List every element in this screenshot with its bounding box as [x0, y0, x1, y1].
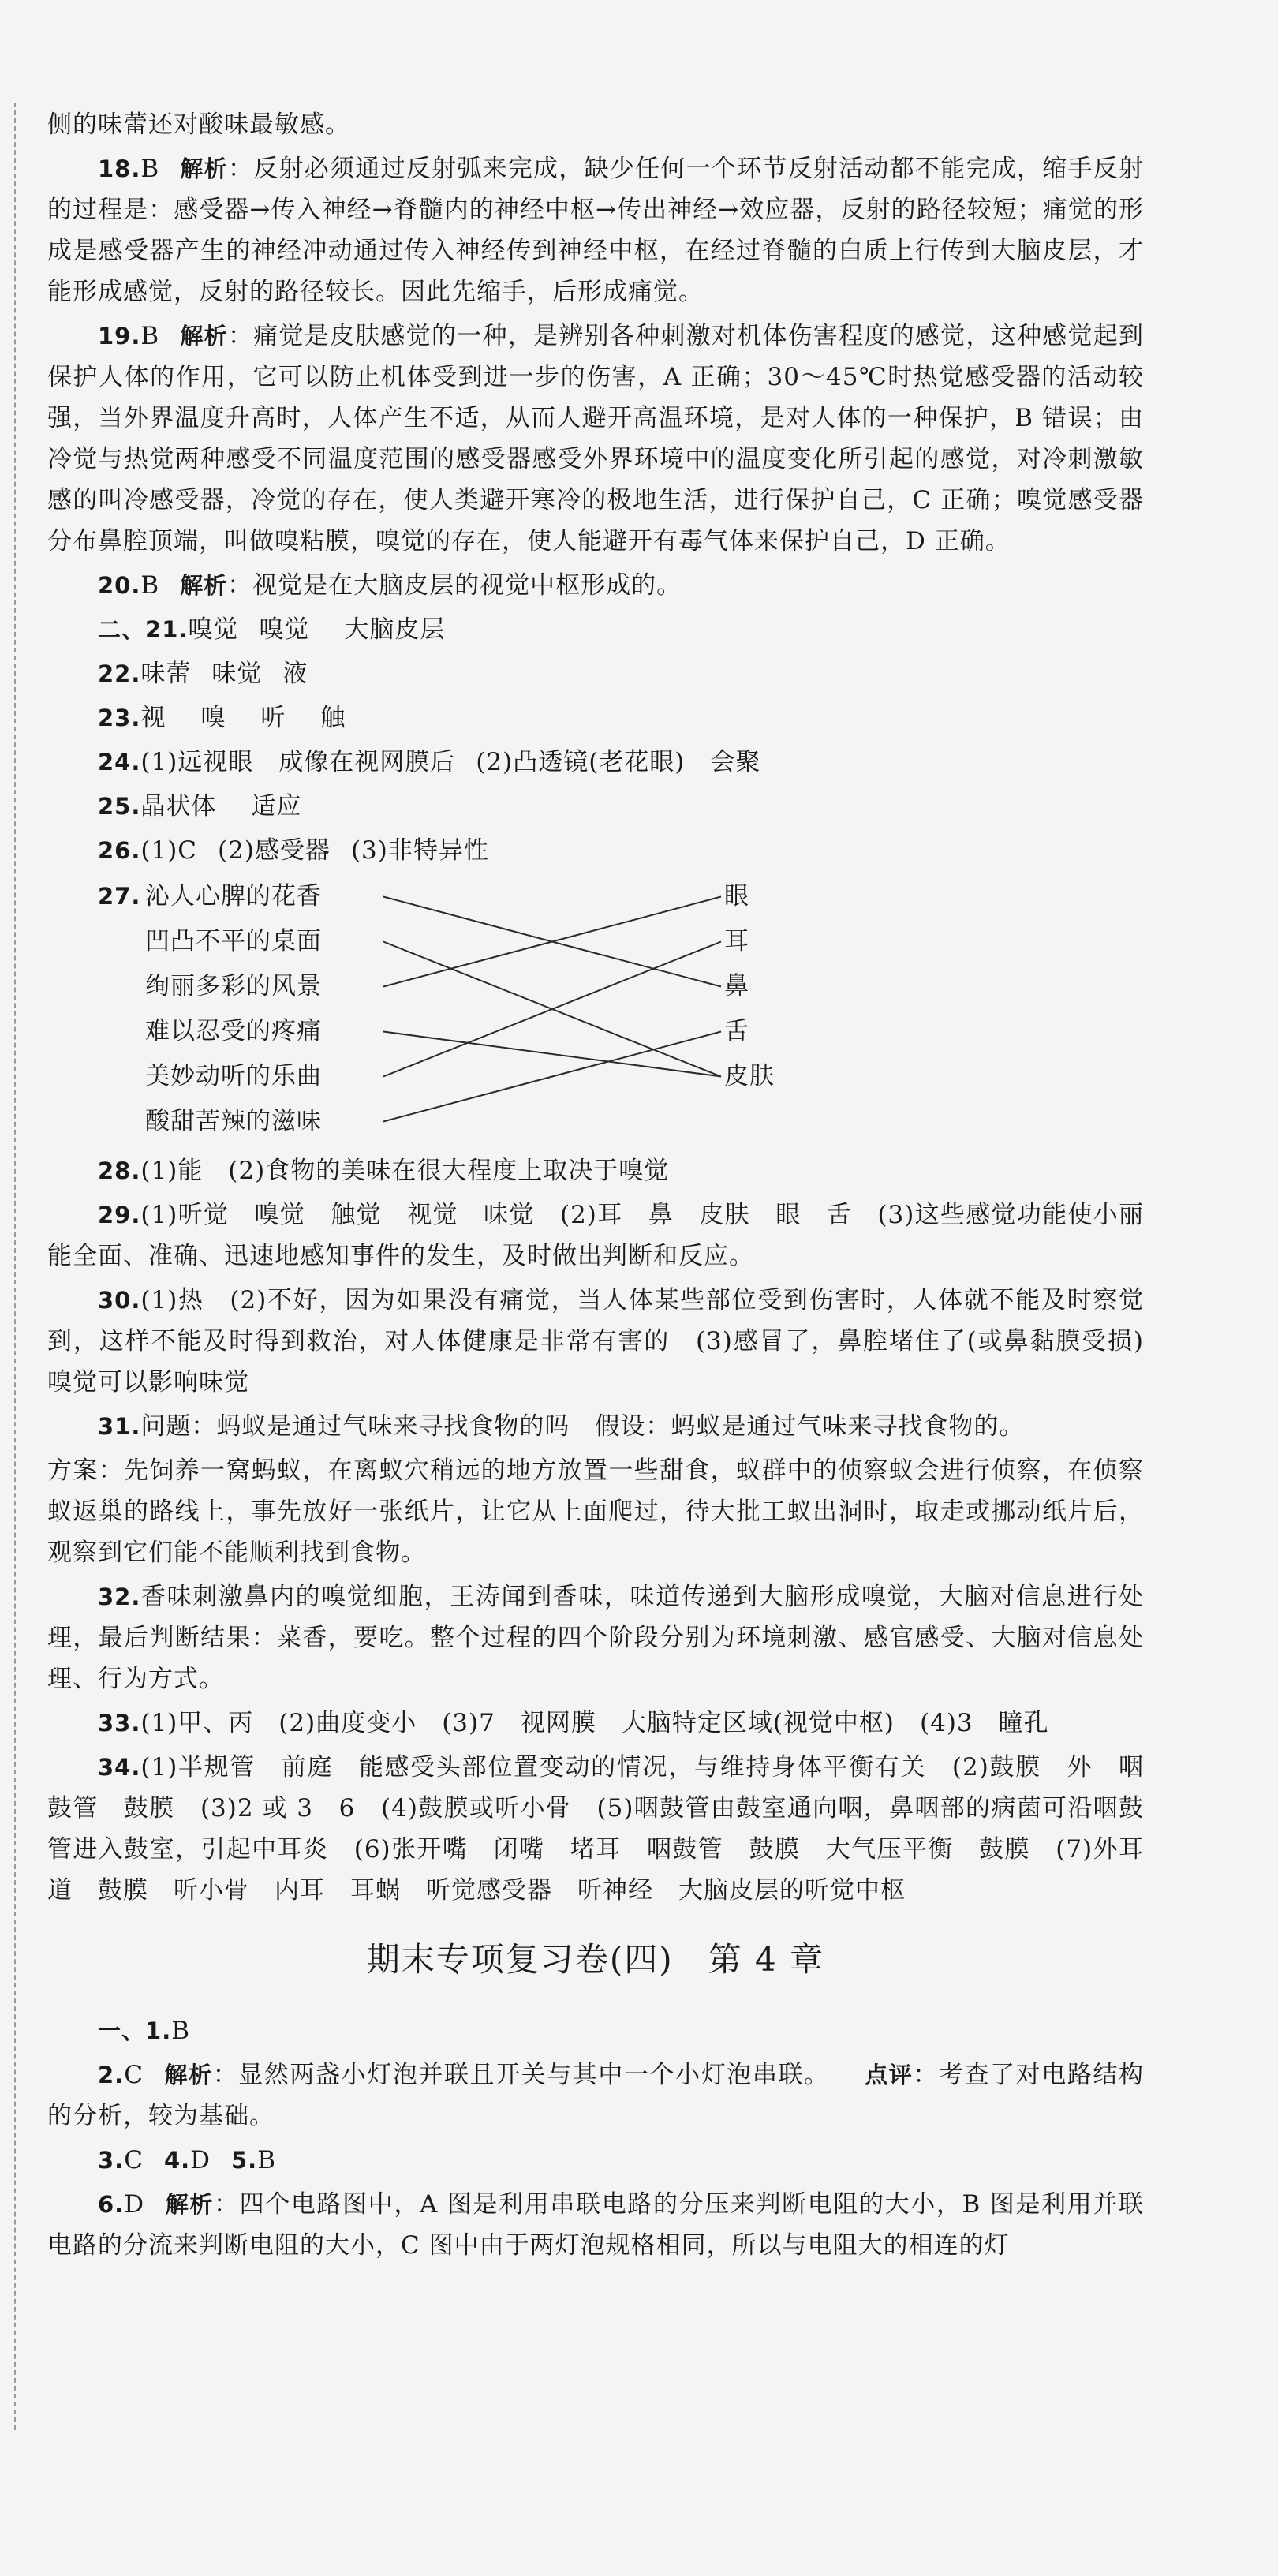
left-item: 凹凸不平的桌面: [145, 927, 322, 955]
left-item: 沁人心脾的花香: [145, 882, 322, 910]
s4-answer-3-5: 3.C 4.D 5.B: [98, 2146, 276, 2174]
answer-19: 19.B 解析：痛觉是皮肤感觉的一种，是辨别各种刺激对机体伤害程度的感觉，这种感觉起到保护人体的作用，它可以防止机体受到进一步的伤害，A 正确；30～45℃时热觉感受器的活动较强，当外界温度升高时，人体产生不适，从而人避开高温环境，是对人体的一种保护，B 错误；由冷觉与热觉两种感受不同温度范围的感受器感受外界环境中的温度变化所引起的感觉，对冷刺激敏感的叫冷感受器，冷觉的存在，使人类避开寒冷的极地生活，进行保护自己，C 正确；嗅觉感受器分布鼻腔顶端，叫做嗅粘膜，嗅觉的存在，使人能避开有毒气体来保护自己，D 正确。: [47, 322, 1144, 555]
answer-30: 30.(1)热 (2)不好，因为如果没有痛觉，当人体某些部位受到伤害时，人体就不能及时察觉到，这样不能及时得到救治，对人体健康是非常有害的 (3)感冒了，鼻腔堵住了(或鼻黏膜受损) 嗅觉可以影响味觉: [47, 1286, 1169, 1396]
answer-26: 26.(1)C (2)感受器 (3)非特异性: [98, 836, 489, 865]
answer-31b: 方案：先饲养一窝蚂蚁，在离蚁穴稍远的地方放置一些甜食，蚁群中的侦察蚁会进行侦察，在侦察蚁返巢的路线上，事先放好一张纸片，让它从上面爬过，待大批工蚁出洞时，取走或挪动纸片后，观察到它们能不能顺利找到食物。: [47, 1456, 1144, 1567]
answer-34: 34.(1)半规管 前庭 能感受头部位置变动的情况，与维持身体平衡有关 (2)鼓膜 外 咽鼓管 鼓膜 (3)2 或 3 6 (4)鼓膜或听小骨 (5)咽鼓管由鼓室通向咽，鼻咽部的病菌可沿咽鼓管进入鼓室，引起中耳炎 (6)张开嘴 闭嘴 堵耳 咽鼓管 鼓膜 大气压平衡 鼓膜 (7)外耳道 鼓膜 听小骨 内耳 耳蜗 听觉感受器 听神经 大脑皮层的听觉中枢: [47, 1753, 1144, 1905]
s4-answer-6: 6.D 解析：四个电路图中，A 图是利用串联电路的分压来判断电阻的大小，B 图是利用并联电路的分流来判断电阻的大小，C 图中由于两灯泡规格相同，所以与电阻大的相连的灯: [47, 2190, 1144, 2260]
intro-line: 侧的味蕾还对酸味最敏感。: [47, 110, 350, 139]
left-item: 绚丽多彩的风景: [145, 972, 322, 1000]
answer-31a: 31.问题：蚂蚁是通过气味来寻找食物的吗 假设：蚂蚁是通过气味来寻找食物的。: [98, 1412, 1025, 1441]
left-item: 难以忍受的疼痛: [145, 1017, 322, 1045]
s4-answer-2: 2.C 解析：显然两盏小灯泡并联且开关与其中一个小灯泡串联。 点评：考查了对电路结构的分析，较为基础。: [47, 2061, 1144, 2130]
section-title: 期末专项复习卷(四) 第 4 章: [366, 1940, 825, 1979]
s4-answer-1: 一、1.B: [98, 2017, 190, 2045]
answer-24: 24.(1)远视眼 成像在视网膜后 (2)凸透镜(老花眼) 会聚: [98, 748, 761, 776]
answer-27-matching: 27. 沁人心脾的花香 凹凸不平的桌面 绚丽多彩的风景 难以忍受的疼痛 美妙动听的乐曲 酸甜苦辣的滋味 眼 耳 鼻 舌 皮肤: [98, 874, 1144, 1150]
left-item: 美妙动听的乐曲: [145, 1062, 322, 1090]
answer-28: 28.(1)能 (2)食物的美味在很大程度上取决于嗅觉: [98, 1157, 670, 1185]
answer-32: 32.香味刺激鼻内的嗅觉细胞，王涛闻到香味，味道传递到大脑形成嗅觉，大脑对信息进行处理，最后判断结果：菜香，要吃。整个过程的四个阶段分别为环境刺激、感官感受、大脑对信息处理、行为方式。: [47, 1583, 1144, 1693]
right-item: 舌: [724, 1017, 749, 1045]
answer-23: 23.视 嗅 听 触: [98, 704, 346, 732]
left-item: 酸甜苦辣的滋味: [145, 1107, 322, 1135]
answer-25: 25.晶状体 适应: [98, 792, 302, 821]
right-item: 鼻: [724, 972, 749, 1000]
matching-right-column: [724, 874, 775, 1099]
answer-18: 18.B 解析：反射必须通过反射弧来完成，缺少任何一个环节反射活动都不能完成，缩手反射的过程是：感受器→传入神经→脊髓内的神经中枢→传出神经→效应器，反射的路径较短；痛觉的形成是感受器产生的神经冲动通过传入神经传到神经中枢，在经过脊髓的白质上行传到大脑皮层，才能形成感觉，反射的路径较长。因此先缩手，后形成痛觉。: [47, 155, 1144, 306]
answer-29: 29.(1)听觉 嗅觉 触觉 视觉 味觉 (2)耳 鼻 皮肤 眼 舌 (3)这些感觉功能使小丽能全面、准确、迅速地感知事件的发生，及时做出判断和反应。: [47, 1201, 1144, 1270]
answer-33: 33.(1)甲、丙 (2)曲度变小 (3)7 视网膜 大脑特定区域(视觉中枢) (4)3 瞳孔: [98, 1709, 1049, 1737]
binding-margin-line: [14, 103, 16, 2430]
answer-21: 二、21.嗅觉 嗅觉 大脑皮层: [98, 615, 446, 644]
matching-link-line: [383, 1032, 721, 1077]
answer-content: [47, 104, 1169, 2269]
right-item: 皮肤: [724, 1062, 775, 1090]
right-item: 眼: [724, 882, 749, 910]
answer-20: 20.B 解析：视觉是在大脑皮层的视觉中枢形成的。: [98, 571, 682, 600]
right-item: 耳: [724, 927, 749, 955]
matching-link-line: [383, 1032, 721, 1122]
answer-22: 22.味蕾 味觉 液: [98, 660, 308, 688]
matching-left-column: [145, 874, 322, 1144]
